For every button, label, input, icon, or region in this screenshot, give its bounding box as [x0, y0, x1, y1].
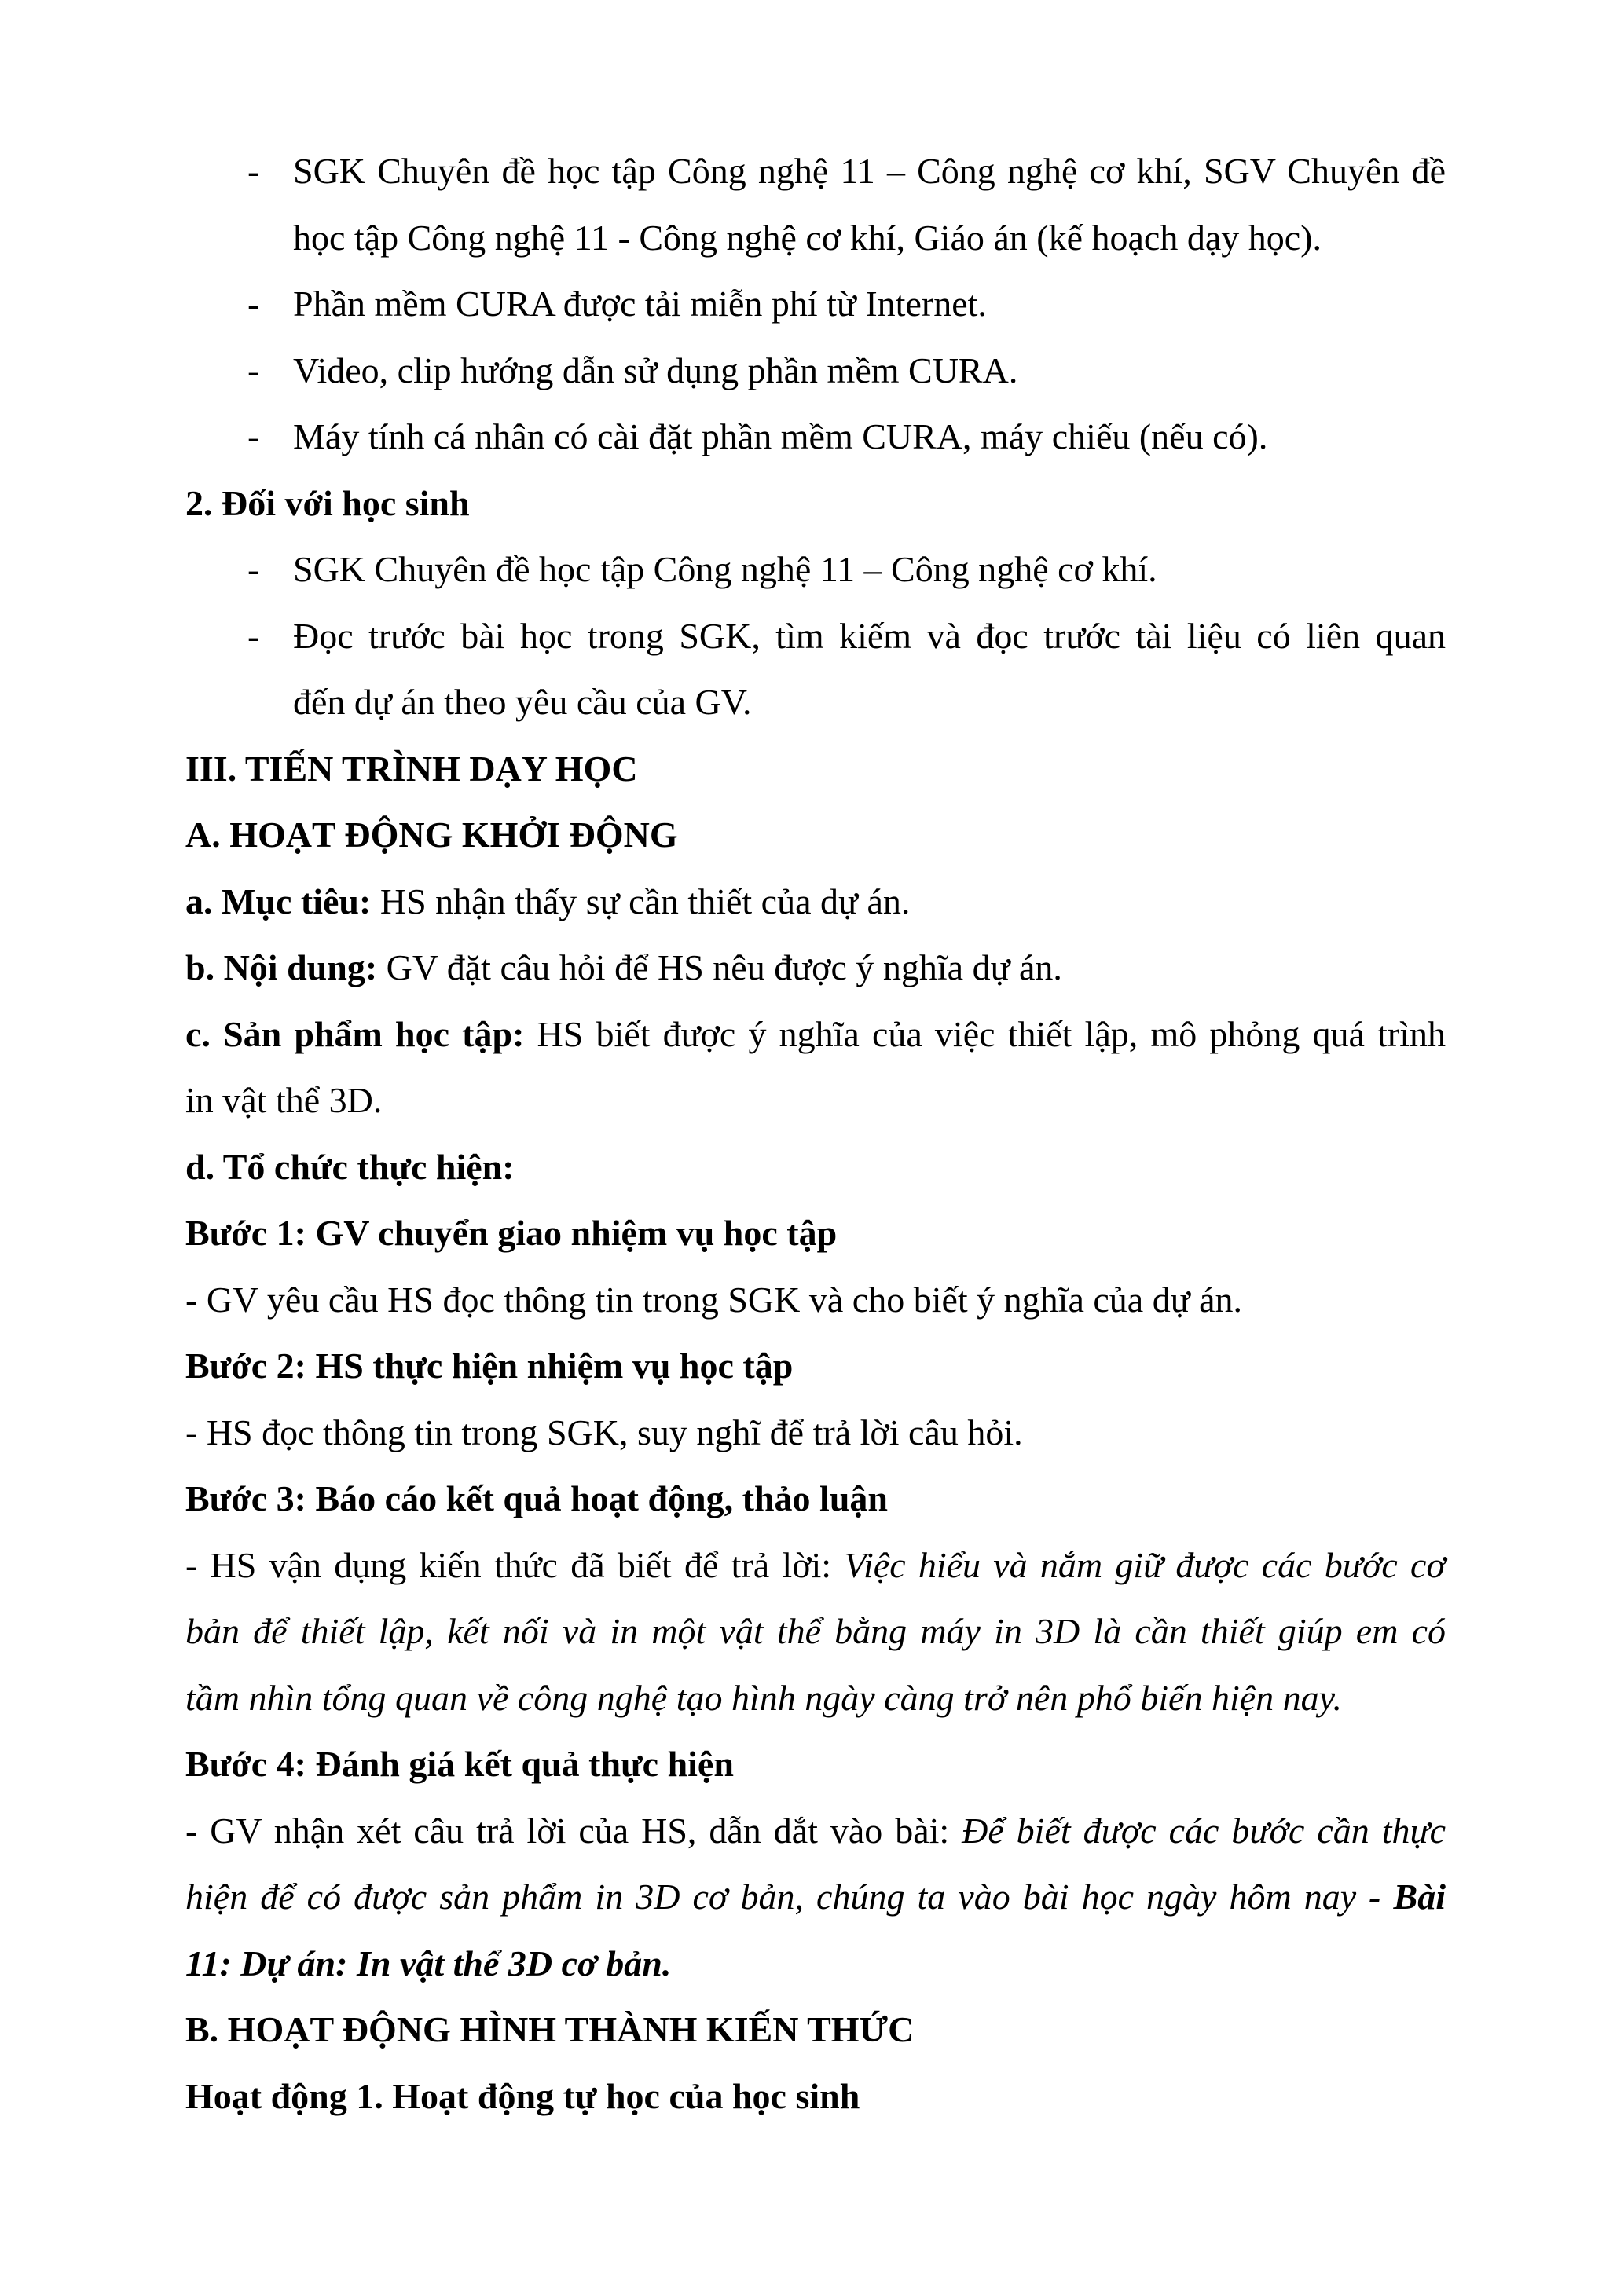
step-heading: Bước 2: HS thực hiện nhiệm vụ học tập: [185, 1346, 794, 1386]
bullet-item: [247, 603, 1446, 736]
paragraph: [185, 1798, 1446, 1998]
labeled-paragraph: [185, 935, 1446, 1002]
text-run: HS biết được ý nghĩa của việc thiết lập, mô phỏng quá trình: [524, 1013, 1446, 1054]
text-run: - HS vận dụng kiến thức đã biết để trả lời:: [185, 1544, 845, 1585]
text-run: GV đặt câu hỏi để HS nêu được ý nghĩa dự án.: [377, 947, 1062, 987]
text-line: [185, 1864, 1446, 1931]
text-line: học tập Công nghệ 11 - Công nghệ cơ khí, Giáo án (kế hoạch dạy học).: [293, 217, 1322, 258]
step-heading: Bước 1: GV chuyển giao nhiệm vụ học tập: [185, 1213, 838, 1253]
text-line: Video, clip hướng dẫn sử dụng phần mềm CURA.: [293, 350, 1018, 390]
bullet-item: [247, 536, 1446, 603]
text-line: Phần mềm CURA được tải miễn phí từ Internet.: [293, 284, 987, 324]
bullet-dash: -: [247, 615, 260, 656]
text-line: [185, 1002, 1446, 1068]
paragraph-label: a. Mục tiêu:: [185, 881, 372, 921]
text-line: [185, 1532, 1446, 1599]
section-heading: B. HOẠT ĐỘNG HÌNH THÀNH KIẾN THỨC: [185, 2009, 915, 2049]
text-run-bold-italic: - Bài: [1369, 1877, 1446, 1917]
text-line: đến dự án theo yêu cầu của GV.: [293, 682, 752, 722]
bullet-dash: -: [247, 549, 260, 589]
bullet-dash: -: [247, 284, 260, 324]
section-heading: 2. Đối với học sinh: [185, 482, 470, 523]
paragraph-label: b. Nội dung:: [185, 947, 378, 987]
labeled-paragraph: [185, 1002, 1446, 1134]
text-line: [185, 1798, 1446, 1865]
text-line: SGK Chuyên đề học tập Công nghệ 11 – Công nghệ cơ khí, SGV Chuyên đề: [293, 151, 1446, 191]
section-heading: A. HOẠT ĐỘNG KHỞI ĐỘNG: [185, 815, 678, 855]
labeled-paragraph: [185, 869, 1446, 936]
paragraph-line: - GV yêu cầu HS đọc thông tin trong SGK và cho biết ý nghĩa của dự án.: [185, 1279, 1243, 1320]
text-run-italic: hiện để có được sản phẩm in 3D cơ bản, chúng ta vào bài học ngày hôm nay: [185, 1877, 1369, 1917]
bullet-dash: -: [247, 350, 260, 390]
paragraph-label: c. Sản phẩm học tập:: [185, 1013, 525, 1054]
paragraph: [185, 1532, 1446, 1732]
text-line: in vật thể 3D.: [185, 1080, 383, 1120]
section-heading: d. Tổ chức thực hiện:: [185, 1146, 515, 1187]
step-heading: Bước 3: Báo cáo kết quả hoạt động, thảo luận: [185, 1478, 888, 1518]
text-run: - GV nhận xét câu trả lời của HS, dẫn dắt vào bài:: [185, 1810, 962, 1851]
text-run: HS nhận thấy sự cần thiết của dự án.: [371, 881, 911, 921]
step-heading: Bước 4: Đánh giá kết quả thực hiện: [185, 1744, 734, 1784]
section-heading: III. TIẾN TRÌNH DẠY HỌC: [185, 748, 638, 789]
text-run-italic: Việc hiểu và nắm giữ được các bước cơ: [844, 1544, 1446, 1585]
text-line: SGK Chuyên đề học tập Công nghệ 11 – Công nghệ cơ khí.: [293, 549, 1157, 589]
paragraph-line: - HS đọc thông tin trong SGK, suy nghĩ để trả lời câu hỏi.: [185, 1412, 1023, 1452]
bullet-item: [247, 338, 1446, 405]
bullet-dash: -: [247, 416, 260, 456]
text-line-italic: tầm nhìn tổng quan về công nghệ tạo hình ngày càng trở nên phổ biến hiện nay.: [185, 1677, 1343, 1718]
text-line-bold-italic: 11: Dự án: In vật thể 3D cơ bản.: [185, 1943, 672, 1983]
bullet-item: [247, 404, 1446, 471]
text-line: Đọc trước bài học trong SGK, tìm kiếm và đọc trước tài liệu có liên quan: [293, 615, 1446, 656]
text-line: Máy tính cá nhân có cài đặt phần mềm CURA, máy chiếu (nếu có).: [293, 416, 1268, 456]
text-line-italic: bản để thiết lập, kết nối và in một vật thể bằng máy in 3D là cần thiết giúp em có: [185, 1611, 1446, 1651]
bullet-item: [247, 138, 1446, 271]
text-run-italic: Để biết được các bước cần thực: [962, 1810, 1446, 1851]
bullet-item: [247, 271, 1446, 338]
bullet-dash: -: [247, 151, 260, 191]
activity-heading: Hoạt động 1. Hoạt động tự học của học sinh: [185, 2075, 860, 2116]
